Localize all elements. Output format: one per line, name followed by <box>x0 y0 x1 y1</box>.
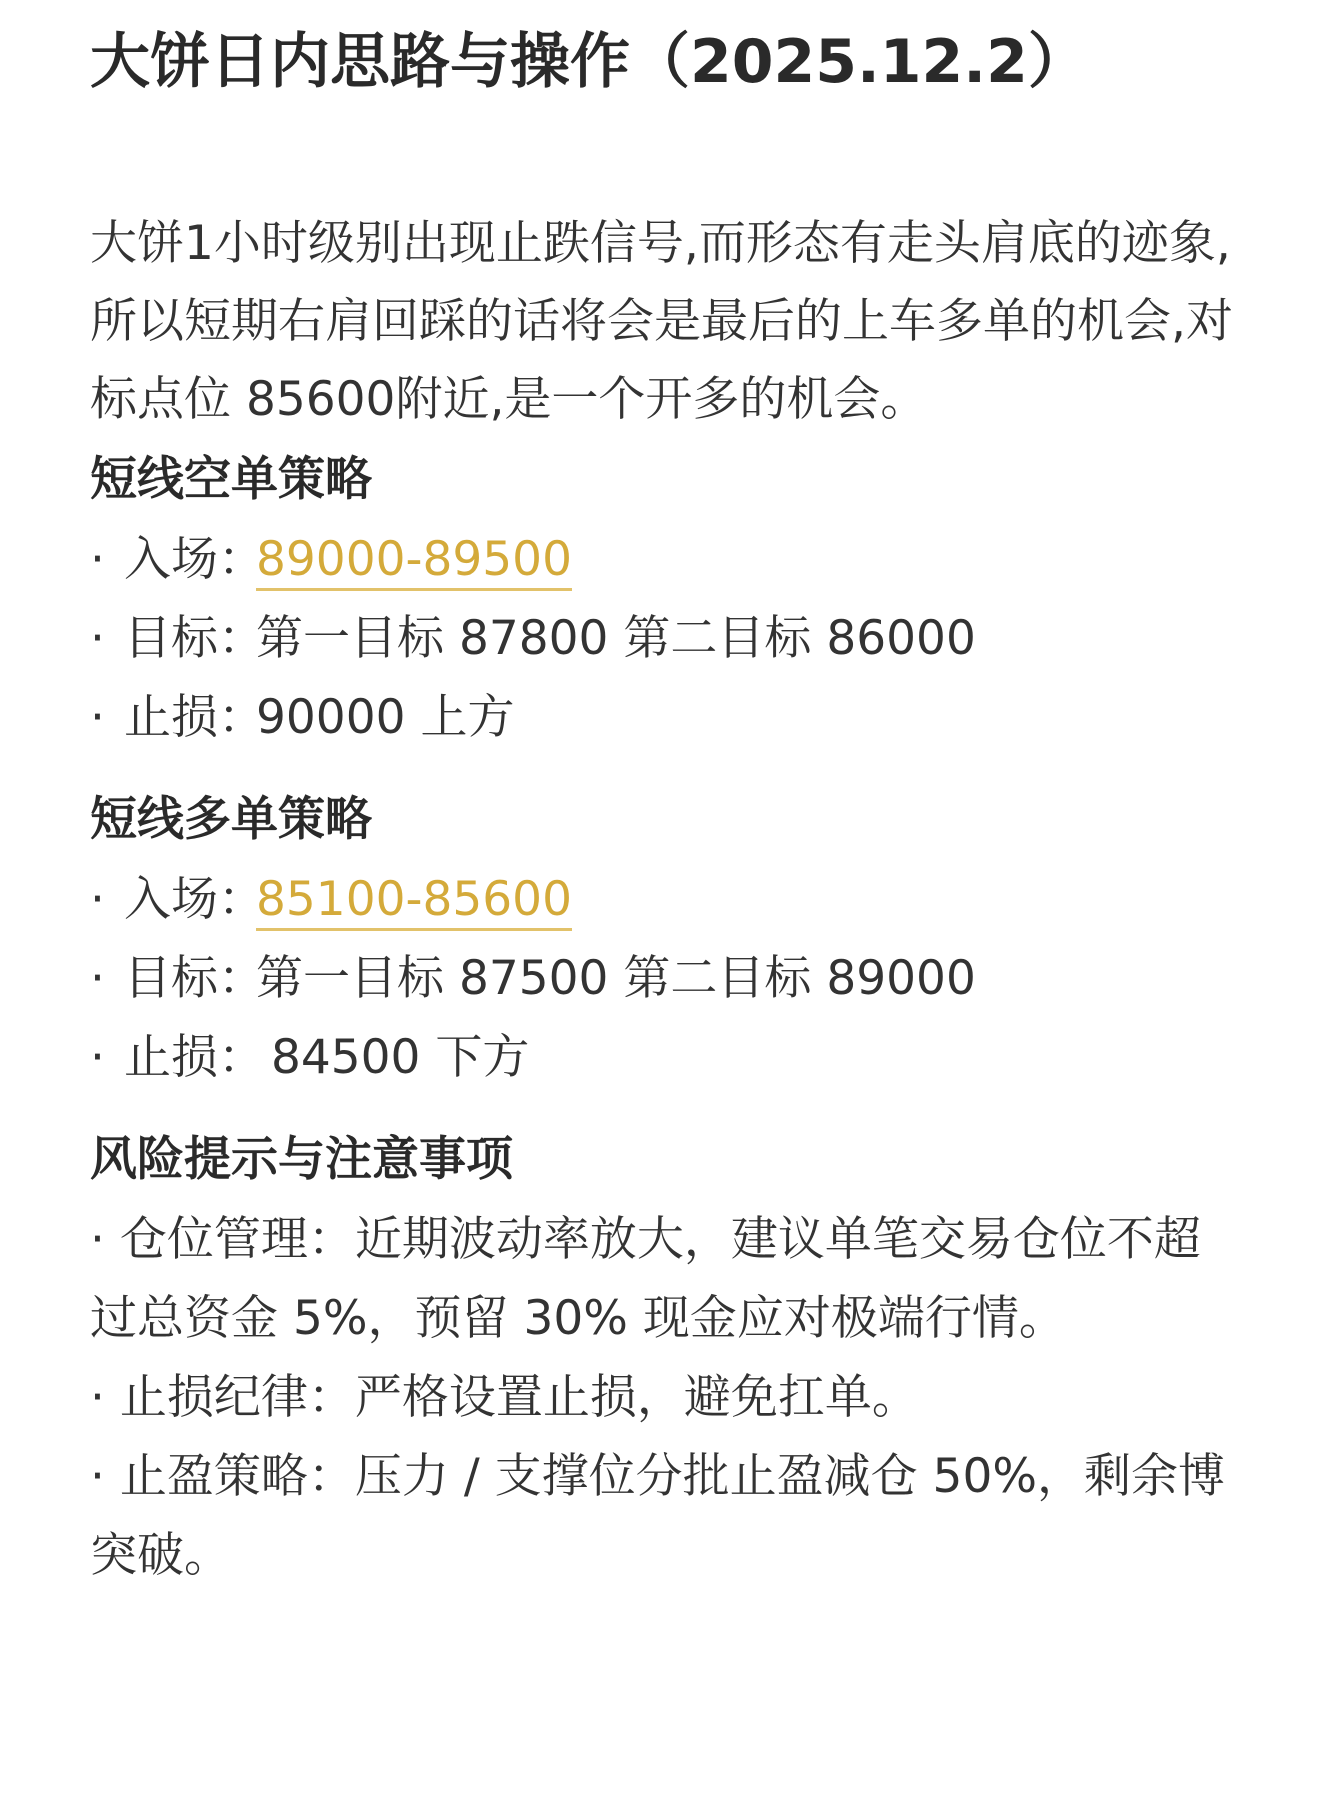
long-stop-value: 84500 下方 <box>256 1030 530 1085</box>
page-title: 大饼日内思路与操作（2025.12.2） <box>90 27 1088 97</box>
colon: ： <box>218 872 265 927</box>
long-entry-item <box>90 860 1240 939</box>
colon: ： <box>218 690 265 745</box>
takeprofit-text: 压力 / 支撑位分批止盈减仓 50%，剩余博突破。 <box>90 1449 1226 1583</box>
bullet-dot: · <box>90 1030 105 1085</box>
stoploss-text: 严格设置止损，避免扛单。 <box>354 1370 919 1425</box>
short-target-value: 第一目标 87800 第二目标 86000 <box>256 611 976 666</box>
long-target-value: 第一目标 87500 第二目标 89000 <box>256 951 976 1006</box>
bullet-dot: · <box>90 872 105 927</box>
bullet-dot: · <box>90 1449 105 1504</box>
takeprofit-label: 止盈策略 <box>119 1449 308 1504</box>
bullet-dot: · <box>90 1370 105 1425</box>
colon: ： <box>307 1449 355 1504</box>
position-label: 仓位管理 <box>119 1212 308 1267</box>
short-stop-label: 止损 <box>124 690 218 745</box>
long-target-item <box>90 939 1240 1018</box>
short-entry-item <box>90 520 1240 599</box>
long-strategy-section <box>90 780 1240 1097</box>
position-text: 近期波动率放大，建议单笔交易仓位不超过总资金 5%，预留 30% 现金应对极端行情。 <box>90 1212 1201 1346</box>
risk-section <box>90 1120 1240 1595</box>
bullet-dot: · <box>90 532 105 587</box>
bullet-dot: · <box>90 1212 105 1267</box>
short-target-item <box>90 599 1240 678</box>
colon: ： <box>307 1370 355 1425</box>
short-strategy-section <box>90 440 1240 757</box>
long-strategy-heading: 短线多单策略 <box>90 792 372 847</box>
intro-paragraph: 大饼1小时级别出现止跌信号,而形态有走头肩底的迹象,所以短期右肩回踩的话将会是最后的上车多单的机会,对标点位 85600附近,是一个开多的机会。 <box>90 216 1233 427</box>
colon: ： <box>307 1212 355 1267</box>
takeprofit-note <box>90 1437 1240 1595</box>
long-target-label: 目标 <box>124 951 218 1006</box>
colon: ： <box>218 532 265 587</box>
long-stop-item <box>90 1018 1240 1097</box>
bullet-dot: · <box>90 951 105 1006</box>
short-stop-item <box>90 678 1240 757</box>
long-entry-value[interactable]: 85100-85600 <box>256 872 572 931</box>
short-entry-value[interactable]: 89000-89500 <box>256 532 572 591</box>
short-entry-label: 入场 <box>124 532 218 587</box>
long-stop-label: 止损 <box>124 1030 218 1085</box>
short-stop-value: 90000 上方 <box>256 690 515 745</box>
short-target-label: 目标 <box>124 611 218 666</box>
bullet-dot: · <box>90 690 105 745</box>
risk-heading: 风险提示与注意事项 <box>90 1132 513 1187</box>
colon: ： <box>218 1030 265 1085</box>
position-note <box>90 1200 1240 1358</box>
colon: ： <box>218 951 265 1006</box>
colon: ： <box>218 611 265 666</box>
stoploss-note <box>90 1358 1240 1437</box>
risk-notes <box>90 1200 1240 1595</box>
long-entry-label: 入场 <box>124 872 218 927</box>
bullet-dot: · <box>90 611 105 666</box>
short-strategy-heading: 短线空单策略 <box>90 452 372 507</box>
stoploss-label: 止损纪律 <box>119 1370 308 1425</box>
